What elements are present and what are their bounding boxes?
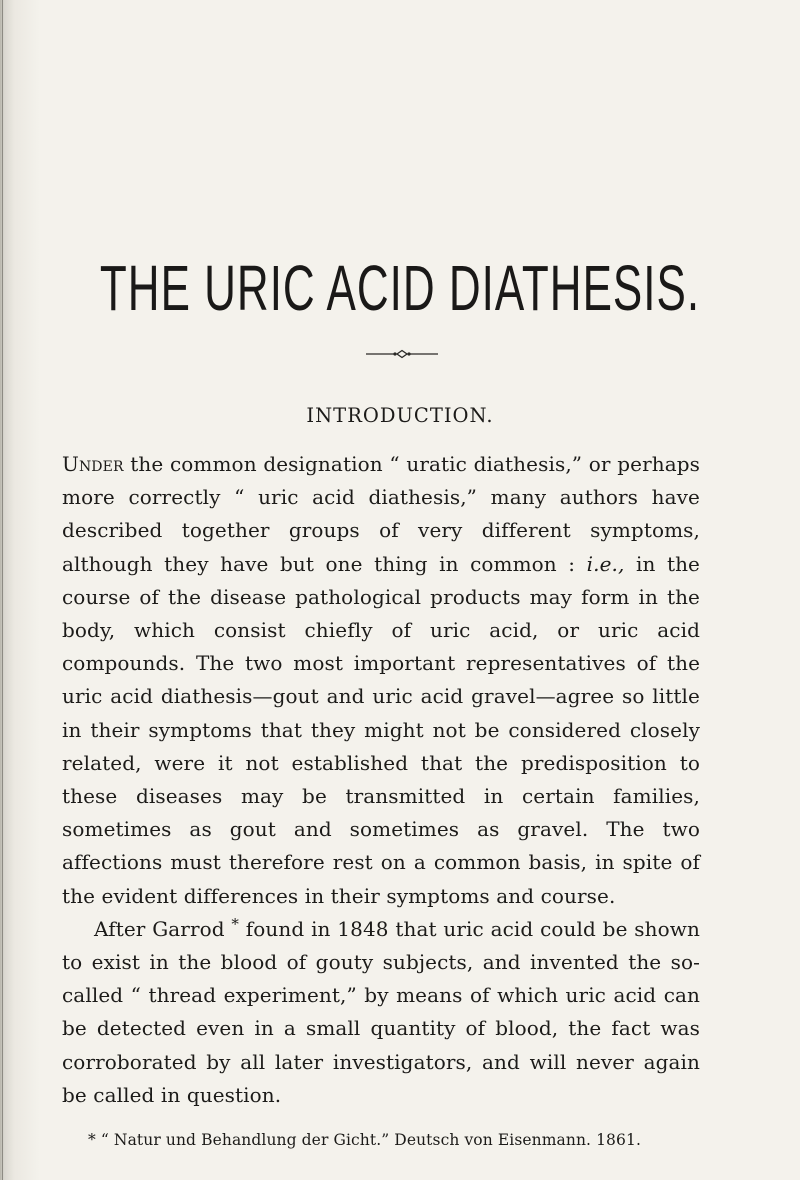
paragraph-2-part-a: After Garrod — [94, 916, 225, 941]
footnote-reference[interactable]: * — [231, 914, 240, 933]
paragraph-1-part-b: in the course of the disease pathological products may form in the body, which consist chiefly of uric acid, or uric acid compounds. The two most important representatives of the uric acid diathesis—gout and uric acid gravel—agree so little in their symptoms that they might not be considered closely related, were it not established that the predisposition to these diseases may be transmitted in certain families, sometimes as gout and sometimes as gravel. The two affections must therefore rest on a common basis, in spite of the evident differences in their symptoms and course. — [62, 551, 700, 908]
paragraph-2-part-b: found in 1848 that uric acid could be shown to exist in the blood of gouty subjects, and invented the so-called “ thread experiment,” by means of which uric acid can be detected even in a small quantity of blood, the fact was corroborated by all later investigators, and will never again be called in question. — [62, 916, 700, 1107]
body-text — [62, 448, 700, 1112]
page-title: THE URIC ACID DIATHESIS. — [99, 253, 701, 325]
ie-abbreviation: i.e., — [586, 551, 625, 576]
footnote: * “ Natur und Behandlung der Gicht.” Deutsch von Eisenmann. 1861. — [88, 1131, 641, 1149]
ornament-rule-icon — [366, 349, 438, 359]
paragraph-1-part-a: the common designation “ uratic diathesis,” or perhaps more correctly “ uric acid diathesis,” many authors have described together groups of very different symptoms, although they have but one thing in common : — [62, 452, 700, 576]
paragraph-2 — [62, 913, 700, 1112]
section-heading: INTRODUCTION. — [306, 404, 494, 427]
lead-word: Under — [62, 452, 124, 476]
paragraph-1 — [62, 448, 700, 913]
page-gutter-edge — [2, 0, 3, 1180]
